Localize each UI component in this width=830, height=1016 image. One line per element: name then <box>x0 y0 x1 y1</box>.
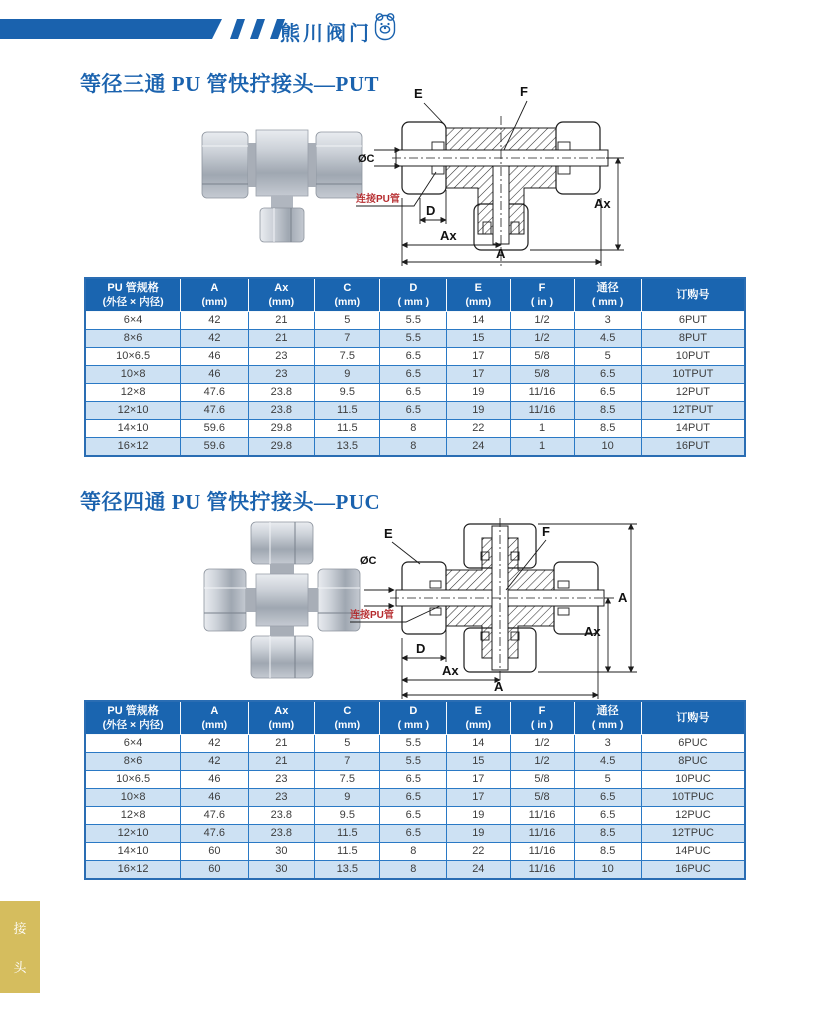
table-cell: 12×10 <box>85 401 181 419</box>
table-cell: 10TPUT <box>641 365 745 383</box>
table-cell: 10×8 <box>85 788 181 806</box>
table-cell: 47.6 <box>181 824 248 842</box>
table-cell: 30 <box>248 860 315 879</box>
table-cell: 8×6 <box>85 752 181 770</box>
dim-label-ax-right: Ax <box>584 624 601 639</box>
table-cell: 59.6 <box>181 419 248 437</box>
table-cell: 17 <box>447 770 510 788</box>
column-header: 通径 ( mm ) <box>574 278 641 311</box>
table-row <box>85 383 745 401</box>
table-cell: 8 <box>380 842 447 860</box>
table-cell: 5.5 <box>380 311 447 329</box>
brand-logo-text: 熊川阀门 <box>280 23 372 45</box>
table-row <box>85 806 745 824</box>
dim-label-e: E <box>384 526 393 541</box>
table-cell: 6.5 <box>380 365 447 383</box>
table-cell: 4.5 <box>574 329 641 347</box>
table-cell: 21 <box>248 329 315 347</box>
table-cell: 6PUT <box>641 311 745 329</box>
cross-fitting-shapes <box>204 522 360 678</box>
table-cell: 11/16 <box>510 806 574 824</box>
table-cell: 23.8 <box>248 824 315 842</box>
side-tab-char: 接 <box>13 921 27 936</box>
table-cell: 11.5 <box>315 401 380 419</box>
stripe <box>230 19 245 39</box>
side-tab-char: 头 <box>13 960 27 975</box>
table-cell: 6×4 <box>85 734 181 752</box>
column-header: A (mm) <box>181 701 248 734</box>
table-row <box>85 842 745 860</box>
column-header: C (mm) <box>315 701 380 734</box>
table-cell: 16×12 <box>85 860 181 879</box>
table-cell: 8PUC <box>641 752 745 770</box>
table-cell: 42 <box>181 329 248 347</box>
table-row <box>85 401 745 419</box>
table-cell: 22 <box>447 842 510 860</box>
table-cell: 3 <box>574 311 641 329</box>
table-cell: 11/16 <box>510 842 574 860</box>
table-cell: 6.5 <box>380 401 447 419</box>
table-cell: 5 <box>574 770 641 788</box>
table-cell: 60 <box>181 860 248 879</box>
table-cell: 1 <box>510 419 574 437</box>
table-cell: 10PUC <box>641 770 745 788</box>
table-cell: 10 <box>574 860 641 879</box>
product-photo-cross <box>198 516 366 684</box>
table-cell: 5 <box>315 311 380 329</box>
table-cell: 30 <box>248 842 315 860</box>
table-cell: 10TPUC <box>641 788 745 806</box>
table-cell: 6.5 <box>574 383 641 401</box>
table-cell: 8.5 <box>574 401 641 419</box>
table-cell: 16PUC <box>641 860 745 879</box>
dim-label-oc: ØC <box>360 555 377 567</box>
table-row <box>85 365 745 383</box>
table-cell: 11/16 <box>510 401 574 419</box>
table-cell: 6.5 <box>574 806 641 824</box>
table-row <box>85 437 745 456</box>
table-cell: 29.8 <box>248 437 315 456</box>
header-brand-bar <box>0 19 222 39</box>
dim-label-d: D <box>426 203 436 218</box>
dim-label-e: E <box>414 86 423 101</box>
dim-label-a-bottom: A <box>494 679 504 694</box>
table-cell: 9.5 <box>315 806 380 824</box>
table-cell: 9.5 <box>315 383 380 401</box>
table-cell: 22 <box>447 419 510 437</box>
table-cell: 14×10 <box>85 419 181 437</box>
dim-label-a-bottom: A <box>496 246 506 261</box>
table-cell: 16×12 <box>85 437 181 456</box>
table-cell: 5 <box>574 347 641 365</box>
tee-fitting-shapes <box>202 130 362 242</box>
technical-diagram-tee <box>356 82 636 277</box>
column-header: D ( mm ) <box>380 701 447 734</box>
table-cell: 5 <box>315 734 380 752</box>
table-row <box>85 419 745 437</box>
table-cell: 8 <box>380 419 447 437</box>
column-header: Ax (mm) <box>248 278 315 311</box>
table-cell: 21 <box>248 734 315 752</box>
table-cell: 5.5 <box>380 752 447 770</box>
table-row <box>85 734 745 752</box>
table-cell: 23.8 <box>248 401 315 419</box>
table-cell: 9 <box>315 788 380 806</box>
table-cell: 21 <box>248 311 315 329</box>
table-cell: 60 <box>181 842 248 860</box>
section-title-puc: 等径四通 PU 管快拧接头—PUC <box>80 490 381 514</box>
column-header: E (mm) <box>447 701 510 734</box>
dim-label-oc: ØC <box>358 153 375 165</box>
table-cell: 23 <box>248 347 315 365</box>
diagram-linework <box>350 518 637 699</box>
table-cell: 8×6 <box>85 329 181 347</box>
table-row <box>85 860 745 879</box>
table-cell: 42 <box>181 752 248 770</box>
table-cell: 14PUT <box>641 419 745 437</box>
connect-pu-tube-label: 连接PU管 <box>356 194 400 205</box>
table-cell: 19 <box>447 383 510 401</box>
table-cell: 23 <box>248 788 315 806</box>
column-header: PU 管规格 (外径 × 内径) <box>85 701 181 734</box>
dim-label-ax-bottom: Ax <box>442 663 459 678</box>
table-cell: 10 <box>574 437 641 456</box>
table-cell: 23.8 <box>248 383 315 401</box>
table-cell: 10×6.5 <box>85 347 181 365</box>
table-cell: 12×10 <box>85 824 181 842</box>
table-cell: 23.8 <box>248 806 315 824</box>
table-cell: 11.5 <box>315 842 380 860</box>
table-cell: 1/2 <box>510 329 574 347</box>
dimension-table-put <box>84 277 746 457</box>
table-cell: 6.5 <box>380 770 447 788</box>
table-cell: 9 <box>315 365 380 383</box>
table-cell: 23 <box>248 770 315 788</box>
table-cell: 17 <box>447 365 510 383</box>
table-cell: 23 <box>248 365 315 383</box>
table-cell: 14 <box>447 734 510 752</box>
table-row <box>85 347 745 365</box>
table-cell: 29.8 <box>248 419 315 437</box>
table-cell: 21 <box>248 752 315 770</box>
table-cell: 11/16 <box>510 860 574 879</box>
section-title-put: 等径三通 PU 管快拧接头—PUT <box>80 72 379 96</box>
column-header: 订购号 <box>641 701 745 734</box>
table-cell: 11.5 <box>315 419 380 437</box>
table-cell: 7.5 <box>315 347 380 365</box>
table-cell: 14PUC <box>641 842 745 860</box>
dim-label-f: F <box>542 524 550 539</box>
table-cell: 10PUT <box>641 347 745 365</box>
table-cell: 46 <box>181 788 248 806</box>
table-cell: 8.5 <box>574 419 641 437</box>
table-cell: 46 <box>181 365 248 383</box>
table-cell: 13.5 <box>315 860 380 879</box>
table-cell: 11/16 <box>510 383 574 401</box>
table-cell: 24 <box>447 860 510 879</box>
column-header: C (mm) <box>315 278 380 311</box>
table-cell: 5/8 <box>510 770 574 788</box>
diagram-linework <box>356 101 624 266</box>
table-cell: 17 <box>447 347 510 365</box>
stripe <box>250 19 265 39</box>
table-row <box>85 788 745 806</box>
table-cell: 6.5 <box>380 806 447 824</box>
table-cell: 7 <box>315 752 380 770</box>
header-decorative-stripes <box>230 19 285 39</box>
table-cell: 7.5 <box>315 770 380 788</box>
table-cell: 8 <box>380 437 447 456</box>
table-cell: 8 <box>380 860 447 879</box>
table-cell: 6.5 <box>380 788 447 806</box>
column-header: F ( in ) <box>510 278 574 311</box>
table-cell: 12PUC <box>641 806 745 824</box>
table-cell: 12TPUT <box>641 401 745 419</box>
table-cell: 12PUT <box>641 383 745 401</box>
table-cell: 5/8 <box>510 788 574 806</box>
table-cell: 6.5 <box>380 347 447 365</box>
table-cell: 13.5 <box>315 437 380 456</box>
header-row <box>85 278 745 311</box>
table-cell: 5/8 <box>510 347 574 365</box>
table-cell: 10×8 <box>85 365 181 383</box>
table-cell: 12×8 <box>85 806 181 824</box>
table-cell: 15 <box>447 329 510 347</box>
table-cell: 47.6 <box>181 806 248 824</box>
table-row <box>85 311 745 329</box>
table-cell: 8PUT <box>641 329 745 347</box>
header-row <box>85 701 745 734</box>
table-cell: 1/2 <box>510 734 574 752</box>
connect-pu-tube-label: 连接PU管 <box>350 610 394 621</box>
table-cell: 14 <box>447 311 510 329</box>
table-row <box>85 770 745 788</box>
table-row <box>85 329 745 347</box>
column-header: 通径 ( mm ) <box>574 701 641 734</box>
side-tab-fittings <box>0 901 40 993</box>
table-cell: 3 <box>574 734 641 752</box>
table-cell: 46 <box>181 347 248 365</box>
table-cell: 7 <box>315 329 380 347</box>
table-cell: 5.5 <box>380 734 447 752</box>
column-header: D ( mm ) <box>380 278 447 311</box>
dim-label-d: D <box>416 641 426 656</box>
dim-label-ax-right: Ax <box>594 196 611 211</box>
table-cell: 42 <box>181 734 248 752</box>
table-cell: 4.5 <box>574 752 641 770</box>
table-cell: 46 <box>181 770 248 788</box>
table-cell: 10×6.5 <box>85 770 181 788</box>
column-header: 订购号 <box>641 278 745 311</box>
table-cell: 6×4 <box>85 311 181 329</box>
column-header: F ( in ) <box>510 701 574 734</box>
table-cell: 19 <box>447 824 510 842</box>
table-cell: 6.5 <box>380 824 447 842</box>
table-cell: 14×10 <box>85 842 181 860</box>
table-cell: 12×8 <box>85 383 181 401</box>
dimension-table-puc <box>84 700 746 880</box>
table-cell: 1/2 <box>510 311 574 329</box>
table-cell: 6.5 <box>380 383 447 401</box>
table-cell: 17 <box>447 788 510 806</box>
column-header: A (mm) <box>181 278 248 311</box>
table-cell: 16PUT <box>641 437 745 456</box>
table-cell: 6PUC <box>641 734 745 752</box>
table-cell: 47.6 <box>181 383 248 401</box>
table-cell: 5.5 <box>380 329 447 347</box>
table-row <box>85 824 745 842</box>
table-cell: 42 <box>181 311 248 329</box>
table-row <box>85 752 745 770</box>
table-cell: 11.5 <box>315 824 380 842</box>
column-header: Ax (mm) <box>248 701 315 734</box>
table-cell: 6.5 <box>574 788 641 806</box>
table-cell: 6.5 <box>574 365 641 383</box>
technical-diagram-cross <box>350 502 645 700</box>
table-cell: 8.5 <box>574 842 641 860</box>
table-cell: 8.5 <box>574 824 641 842</box>
product-photo-tee <box>196 102 368 244</box>
table-cell: 1 <box>510 437 574 456</box>
column-header: E (mm) <box>447 278 510 311</box>
table-cell: 47.6 <box>181 401 248 419</box>
table-cell: 24 <box>447 437 510 456</box>
table-cell: 19 <box>447 806 510 824</box>
column-header: PU 管规格 (外径 × 内径) <box>85 278 181 311</box>
table-cell: 5/8 <box>510 365 574 383</box>
table-cell: 1/2 <box>510 752 574 770</box>
table-cell: 59.6 <box>181 437 248 456</box>
table-cell: 12TPUC <box>641 824 745 842</box>
table-cell: 19 <box>447 401 510 419</box>
table-cell: 15 <box>447 752 510 770</box>
dim-label-ax-bottom: Ax <box>440 228 457 243</box>
table-cell: 11/16 <box>510 824 574 842</box>
dim-label-a-right: A <box>618 590 628 605</box>
bear-logo-icon <box>372 12 398 42</box>
dim-label-f: F <box>520 84 528 99</box>
